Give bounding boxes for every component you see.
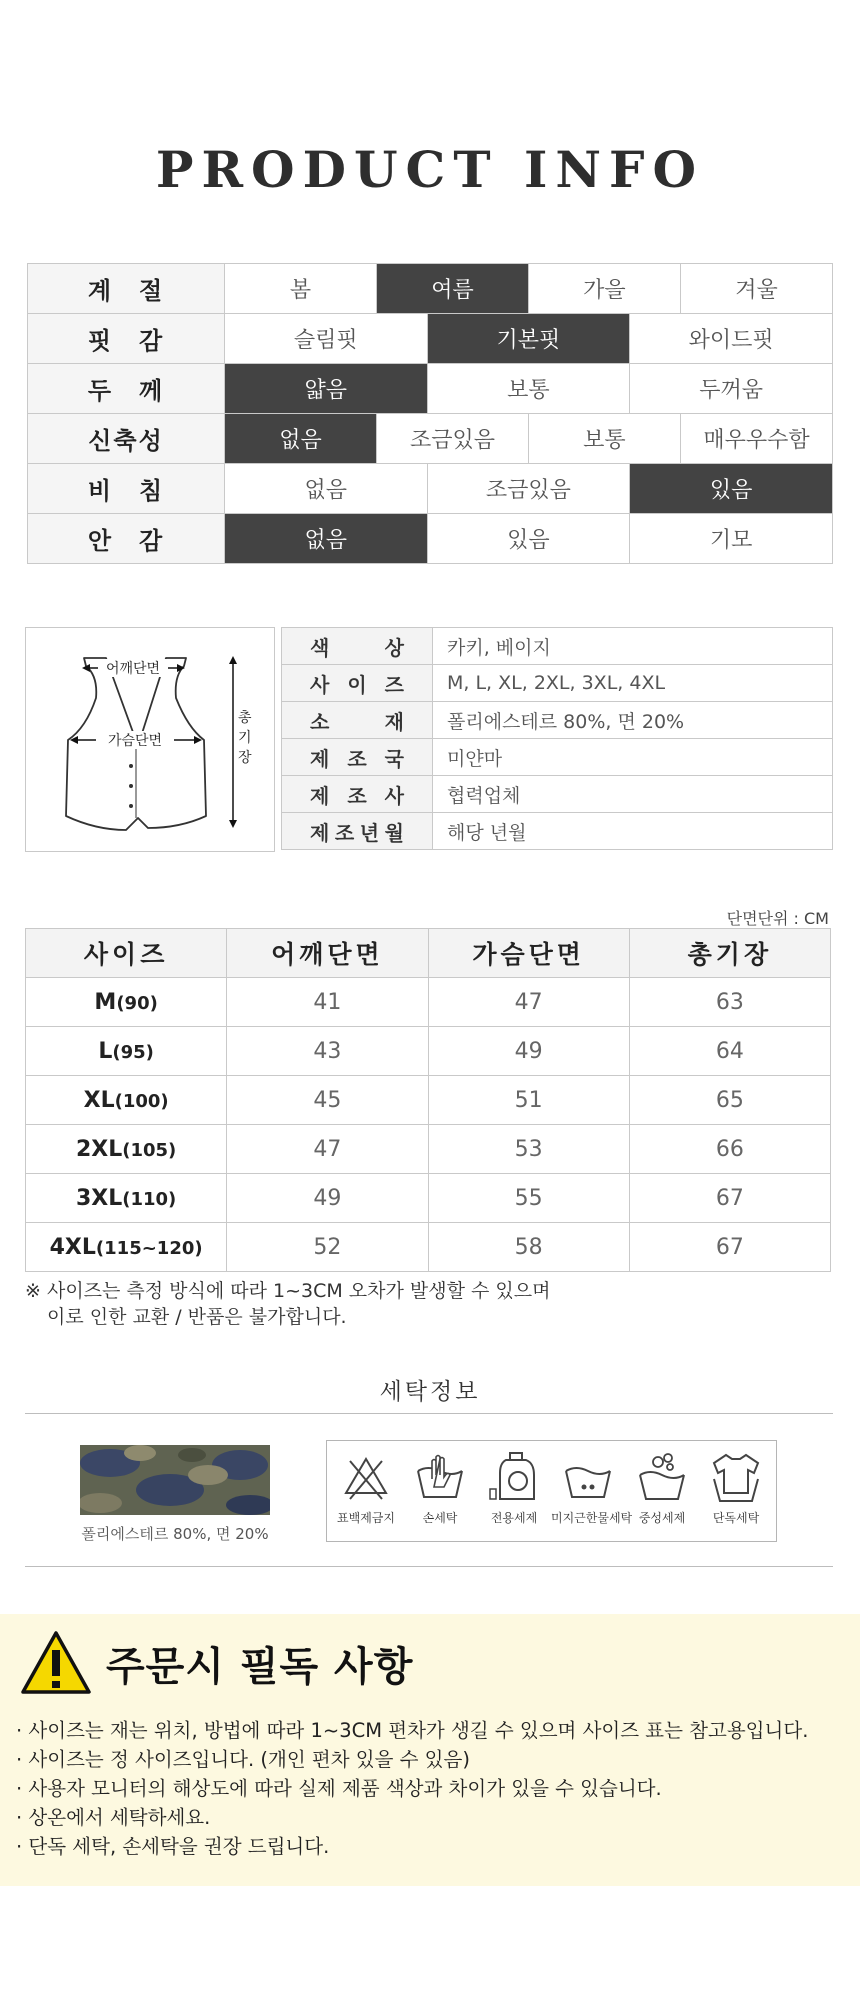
spec-row xyxy=(282,776,833,813)
shoulder-label: 어깨단면 xyxy=(105,661,161,677)
size-cell xyxy=(26,1027,227,1076)
attr-row-stretch xyxy=(28,414,833,464)
size-name: L xyxy=(98,1038,113,1064)
divider xyxy=(25,1566,833,1567)
size-range: (95) xyxy=(112,1041,154,1063)
table-row xyxy=(26,1223,831,1272)
wash-icon-label: 전용세제 xyxy=(490,1511,538,1525)
chest-cell: 55 xyxy=(428,1174,629,1223)
spec-value: 해당 년월 xyxy=(433,813,833,850)
wash-icon-item xyxy=(403,1449,477,1526)
list-item: · 상온에서 세탁하세요. xyxy=(16,1806,211,1829)
spec-row xyxy=(282,628,833,665)
attr-row-fit xyxy=(28,314,833,364)
spec-key: 색 상 xyxy=(310,635,404,660)
wash-icon-label: 손세탁 xyxy=(422,1511,458,1525)
attr-label: 계 절 xyxy=(28,264,225,314)
list-item: · 사용자 모니터의 해상도에 따라 실제 제품 색상과 차이가 있을 수 있습니다. xyxy=(16,1777,662,1800)
shoulder-cell: 45 xyxy=(227,1076,428,1125)
attr-option: 겨울 xyxy=(680,264,832,314)
vest-diagram xyxy=(25,627,275,852)
wash-icon-label: 단독세탁 xyxy=(712,1511,760,1525)
size-cell xyxy=(26,1125,227,1174)
chest-label: 가슴단면 xyxy=(107,733,163,749)
size-range: (100) xyxy=(114,1090,169,1112)
page-title: PRODUCT INFO xyxy=(155,140,705,199)
spec-key: 소 재 xyxy=(310,709,404,734)
wash-icons-panel xyxy=(326,1440,777,1542)
attr-option: 두꺼움 xyxy=(630,364,833,414)
spec-value: M, L, XL, 2XL, 3XL, 4XL xyxy=(433,665,833,702)
attr-option: 보통 xyxy=(528,414,680,464)
wash-icon-label: 미지근한물세탁 xyxy=(551,1511,633,1525)
spec-value: 카키, 베이지 xyxy=(433,628,833,665)
size-range: (110) xyxy=(122,1188,177,1210)
attr-option: 있음 xyxy=(427,514,630,564)
wash-icon-item xyxy=(699,1449,773,1526)
length-cell: 63 xyxy=(629,978,830,1027)
size-note-line: 이로 인한 교환 / 반품은 불가합니다. xyxy=(47,1306,347,1328)
shoulder-cell: 43 xyxy=(227,1027,428,1076)
spec-value: 폴리에스테르 80%, 면 20% xyxy=(433,702,833,739)
fabric-swatch xyxy=(80,1445,270,1515)
hand-wash-icon xyxy=(412,1449,468,1505)
attr-option: 매우우수함 xyxy=(680,414,832,464)
shoulder-cell: 41 xyxy=(227,978,428,1027)
chest-cell: 58 xyxy=(428,1223,629,1272)
attr-option-selected: 있음 xyxy=(630,464,833,514)
lukewarm-wash-icon xyxy=(560,1449,616,1505)
attr-option: 가을 xyxy=(528,264,680,314)
attr-option-selected: 얇음 xyxy=(225,364,428,414)
spec-key: 제 조 사 xyxy=(310,783,404,808)
size-table-header xyxy=(26,929,831,978)
length-cell: 67 xyxy=(629,1223,830,1272)
notice-header xyxy=(20,1628,413,1698)
size-name: 4XL xyxy=(49,1234,96,1260)
attr-option: 슬림핏 xyxy=(225,314,428,364)
attr-option: 기모 xyxy=(630,514,833,564)
wash-icon-label: 중성세제 xyxy=(638,1511,686,1525)
attr-option-selected: 여름 xyxy=(376,264,528,314)
size-range: (105) xyxy=(122,1139,177,1161)
measurement-unit: 단면단위 : CM xyxy=(726,909,829,928)
size-note xyxy=(25,1278,550,1330)
fabric-caption: 폴리에스테르 80%, 면 20% xyxy=(81,1525,269,1543)
length-cell: 64 xyxy=(629,1027,830,1076)
length-cell: 66 xyxy=(629,1125,830,1174)
spec-row xyxy=(282,813,833,850)
detergent-icon xyxy=(486,1449,542,1505)
spec-row xyxy=(282,739,833,776)
spec-value: 협력업체 xyxy=(433,776,833,813)
attr-option: 조금있음 xyxy=(376,414,528,464)
size-name: M xyxy=(94,989,117,1015)
no-bleach-icon xyxy=(338,1449,394,1505)
size-name: XL xyxy=(83,1087,115,1113)
wash-icon-item xyxy=(477,1449,551,1526)
size-range: (90) xyxy=(116,992,158,1014)
spec-key: 제 조 국 xyxy=(310,746,404,771)
size-cell xyxy=(26,1223,227,1272)
length-cell: 67 xyxy=(629,1174,830,1223)
table-row xyxy=(26,1076,831,1125)
column-header: 사이즈 xyxy=(26,929,227,978)
wash-icon-item xyxy=(625,1449,699,1526)
spec-value: 미얀마 xyxy=(433,739,833,776)
wash-separately-icon xyxy=(708,1449,764,1505)
chest-cell: 51 xyxy=(428,1076,629,1125)
attr-label: 핏 감 xyxy=(28,314,225,364)
attr-label: 비 침 xyxy=(28,464,225,514)
attr-option: 와이드핏 xyxy=(630,314,833,364)
wash-icon-item xyxy=(329,1449,403,1526)
size-cell xyxy=(26,1174,227,1223)
table-row xyxy=(26,1125,831,1174)
notice-list xyxy=(16,1716,808,1861)
attr-row-thickness xyxy=(28,364,833,414)
spec-table xyxy=(281,627,833,850)
attribute-table xyxy=(27,263,833,564)
table-row xyxy=(26,978,831,1027)
warning-icon xyxy=(20,1630,92,1696)
column-header: 어깨단면 xyxy=(227,929,428,978)
table-row xyxy=(26,1027,831,1076)
chest-cell: 49 xyxy=(428,1027,629,1076)
divider xyxy=(25,1413,833,1414)
size-name: 2XL xyxy=(75,1136,123,1162)
camo-fabric-icon xyxy=(80,1445,270,1515)
notice-title: 주문시 필독 사항 xyxy=(106,1643,414,1690)
attr-row-sheerness xyxy=(28,464,833,514)
attr-option: 보통 xyxy=(427,364,630,414)
column-header: 가슴단면 xyxy=(428,929,629,978)
shoulder-cell: 52 xyxy=(227,1223,428,1272)
length-label: 총기장 xyxy=(238,710,252,766)
attr-option: 봄 xyxy=(225,264,377,314)
chest-cell: 47 xyxy=(428,978,629,1027)
neutral-detergent-icon xyxy=(634,1449,690,1505)
size-range: (115~120) xyxy=(95,1237,203,1259)
size-table xyxy=(25,928,831,1272)
shoulder-cell: 49 xyxy=(227,1174,428,1223)
attr-label: 신축성 xyxy=(28,414,225,464)
size-name: 3XL xyxy=(75,1185,123,1211)
attr-option-selected: 기본핏 xyxy=(427,314,630,364)
table-row xyxy=(26,1174,831,1223)
attr-option: 없음 xyxy=(225,464,428,514)
attr-option: 조금있음 xyxy=(427,464,630,514)
attr-label: 두 께 xyxy=(28,364,225,414)
size-cell xyxy=(26,1076,227,1125)
wash-icon-item xyxy=(551,1449,633,1526)
attr-option-selected: 없음 xyxy=(225,414,377,464)
attr-row-lining xyxy=(28,514,833,564)
spec-key: 제 조 년 월 xyxy=(310,820,404,845)
order-notice xyxy=(0,1614,860,1886)
length-cell: 65 xyxy=(629,1076,830,1125)
list-item: · 단독 세탁, 손세탁을 권장 드립니다. xyxy=(16,1835,330,1858)
attr-row-season xyxy=(28,264,833,314)
washing-heading: 세탁정보 xyxy=(379,1379,481,1405)
spec-key: 사 이 즈 xyxy=(310,672,404,697)
spec-row xyxy=(282,702,833,739)
size-note-line: ※ 사이즈는 측정 방식에 따라 1~3CM 오차가 발생할 수 있으며 xyxy=(25,1280,551,1302)
list-item: · 사이즈는 재는 위치, 방법에 따라 1~3CM 편차가 생길 수 있으며 사이즈 표는 참고용입니다. xyxy=(16,1719,809,1742)
attr-option-selected: 없음 xyxy=(225,514,428,564)
size-cell xyxy=(26,978,227,1027)
shoulder-cell: 47 xyxy=(227,1125,428,1174)
column-header: 총기장 xyxy=(629,929,830,978)
wash-icon-label: 표백제금지 xyxy=(337,1511,395,1525)
spec-row xyxy=(282,665,833,702)
chest-cell: 53 xyxy=(428,1125,629,1174)
list-item: · 사이즈는 정 사이즈입니다. (개인 편차 있을 수 있음) xyxy=(16,1748,470,1771)
attr-label: 안 감 xyxy=(28,514,225,564)
